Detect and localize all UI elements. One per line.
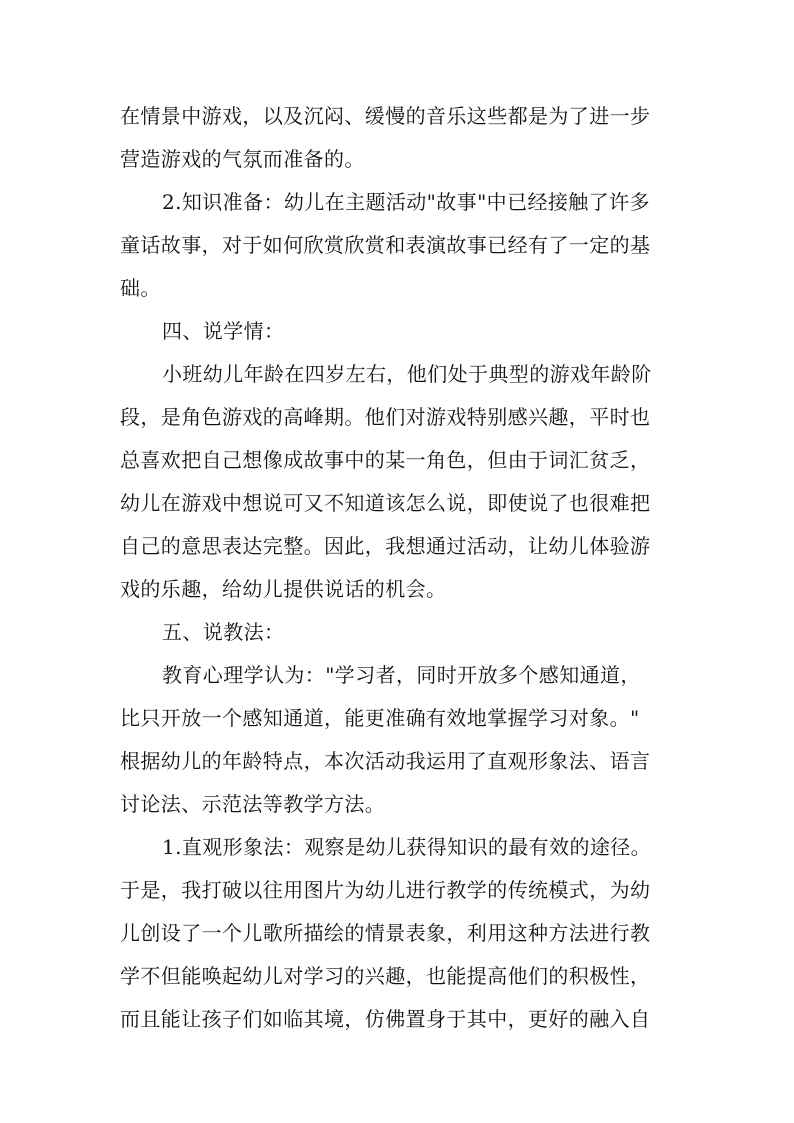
text-line: 在情景中游戏，以及沉闷、缓慢的音乐这些都是为了进一步	[120, 104, 651, 128]
section-heading: 四、说学情：	[162, 319, 285, 343]
text-line: 幼儿在游戏中想说可又不知道该怎么说，即使说了也很难把	[120, 491, 651, 515]
section-heading: 五、说教法：	[162, 620, 285, 644]
text-line: 教育心理学认为："学习者，同时开放多个感知通道，	[162, 663, 641, 687]
text-line: 础。	[120, 276, 161, 300]
text-line: 营造游戏的气氛而准备的。	[120, 147, 365, 171]
text-line: 根据幼儿的年龄特点，本次活动我运用了直观形象法、语言	[120, 749, 651, 773]
text-line: 讨论法、示范法等教学方法。	[120, 792, 386, 816]
text-line: 而且能让孩子们如临其境，仿佛置身于其中，更好的融入自	[120, 1007, 651, 1031]
text-line: 自己的意思表达完整。因此，我想通过活动，让幼儿体验游	[120, 534, 651, 558]
text-line: 段，是角色游戏的高峰期。他们对游戏特别感兴趣，平时也	[120, 405, 651, 429]
text-line: 1.直观形象法：观察是幼儿获得知识的最有效的途径。	[162, 835, 652, 859]
text-line: 总喜欢把自己想像成故事中的某一角色，但由于词汇贫乏，	[120, 448, 651, 472]
text-line: 学不但能唤起幼儿对学习的兴趣，也能提高他们的积极性，	[120, 964, 651, 988]
text-line: 于是，我打破以往用图片为幼儿进行教学的传统模式，为幼	[120, 878, 651, 902]
text-line: 2.知识准备：幼儿在主题活动"故事"中已经接触了许多	[162, 190, 650, 214]
text-line: 戏的乐趣，给幼儿提供说话的机会。	[120, 577, 447, 601]
text-line: 童话故事，对于如何欣赏欣赏和表演故事已经有了一定的基	[120, 233, 651, 257]
text-line: 儿创设了一个儿歌所描绘的情景表象，利用这种方法进行教	[120, 921, 651, 945]
text-line: 比只开放一个感知通道，能更准确有效地掌握学习对象。"	[120, 706, 640, 730]
text-line: 小班幼儿年龄在四岁左右，他们处于典型的游戏年龄阶	[162, 362, 652, 386]
